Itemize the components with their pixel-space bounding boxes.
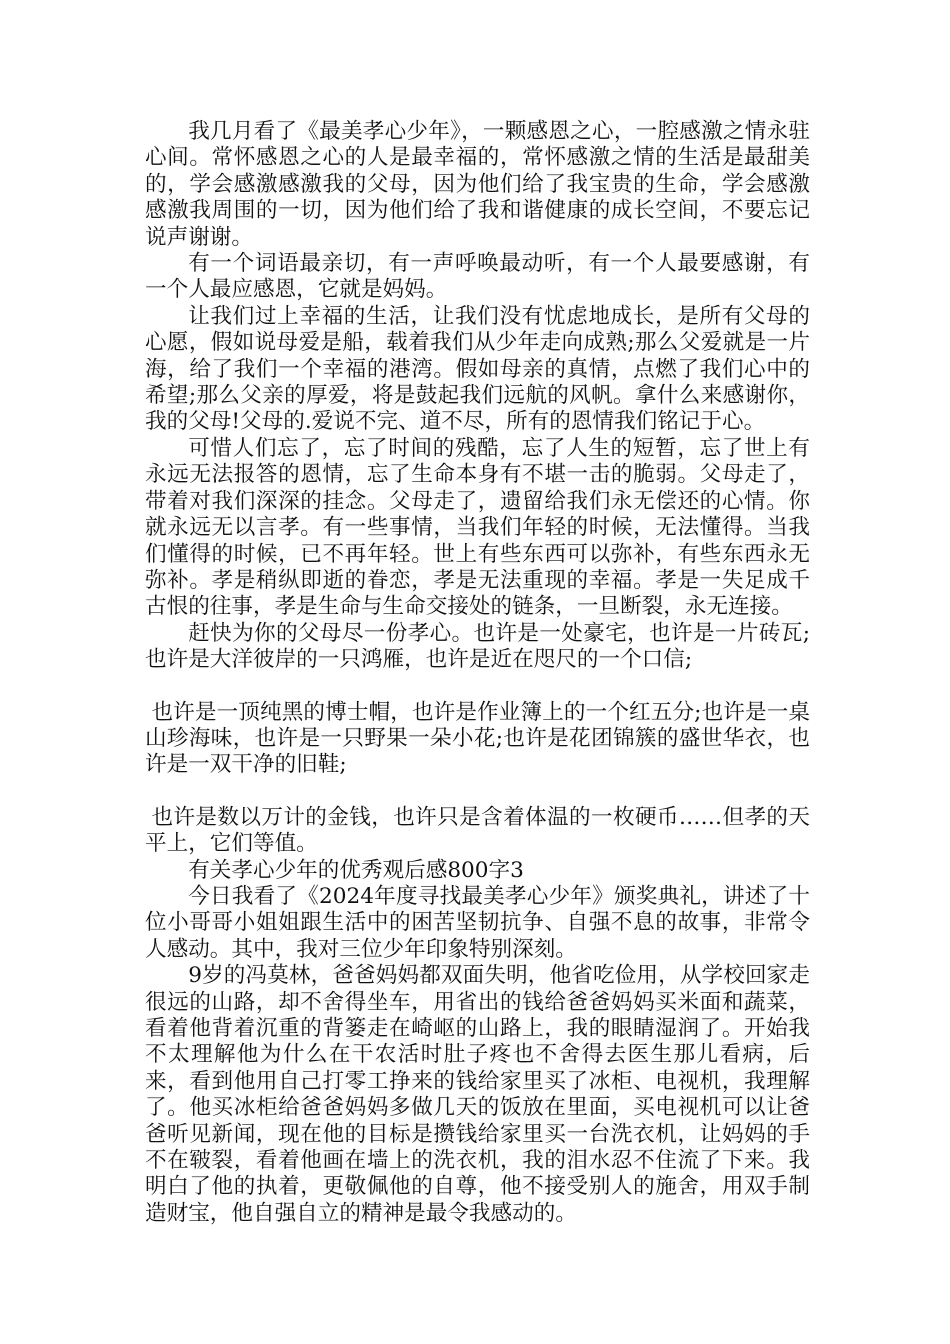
paragraph-7: 也许是数以万计的金钱，也许只是含着体温的一枚硬币……但孝的天平上，它们等值。 <box>145 804 810 857</box>
paragraph-9: 9岁的冯莫林，爸爸妈妈都双面失明，他省吃俭用，从学校回家走很远的山路，却不舍得坐车，用省出的钱给爸爸妈妈买米面和蔬菜，看着他背着沉重的背篓走在崎岖的山路上，我的眼睛湿润了。开始我不太理解他为什么在干农活时肚子疼也不舍得去医生那儿看病，后来，看到他用自己打零工挣来的钱给家里买了冰柜、电视机，我理解了。他买冰柜给爸爸妈妈多做几天的饭放在里面，买电视机可以让爸爸听见新闻，现在他的目标是攒钱给家里买一台洗衣机，让妈妈的手不在皲裂，看着他画在墙上的洗衣机，我的泪水忍不住流了下来。我明白了他的执着，更敬佩他的自尊，他不接受别人的施舍，用双手制造财宝，他自强自立的精神是最令我感动的。 <box>145 963 810 1226</box>
paragraph-3: 让我们过上幸福的生活，让我们没有忧虑地成长，是所有父母的心愿，假如说母爱是船，载着我们从少年走向成熟;那么父爱就是一片海，给了我们一个幸福的港湾。假如母亲的真情，点燃了我们心中的希望;那么父亲的厚爱，将是鼓起我们远航的风帆。拿什么来感谢你，我的父母!父母的.爱说不完、道不尽，所有的恩情我们铭记于心。 <box>145 303 810 435</box>
paragraph-8: 今日我看了《2024年度寻找最美孝心少年》颁奖典礼，讲述了十位小哥哥小姐姐跟生活中的困苦坚韧抗争、自强不息的故事，非常令人感动。其中，我对三位少年印象特别深刻。 <box>145 883 810 962</box>
paragraph-5: 赶快为你的父母尽一份孝心。也许是一处豪宅，也许是一片砖瓦;也许是大洋彼岸的一只鸿雁，也许是近在咫尺的一个口信; <box>145 620 810 673</box>
section-heading: 有关孝心少年的优秀观后感800字3 <box>188 857 524 883</box>
paragraph-1: 我几月看了《最美孝心少年》，一颗感恩之心，一腔感激之情永驻心间。常怀感恩之心的人是最幸福的，常怀感激之情的生活是最甜美的，学会感激感激我的父母，因为他们给了我宝贵的生命，学会感激感激我周围的一切，因为他们给了我和谐健康的成长空间，不要忘记说声谢谢。 <box>145 119 810 250</box>
document-body <box>145 119 810 1227</box>
paragraph-4: 可惜人们忘了，忘了时间的残酷，忘了人生的短暂，忘了世上有永远无法报答的恩情，忘了生命本身有不堪一击的脆弱。父母走了，带着对我们深深的挂念。父母走了，遗留给我们永无偿还的心情。你就永远无以言孝。有一些事情，当我们年轻的时候，无法懂得。当我们懂得的时候，已不再年轻。世上有些东西可以弥补，有些东西永无弥补。孝是稍纵即逝的眷恋，孝是无法重现的幸福。孝是一失足成千古恨的往事，孝是生命与生命交接处的链条，一旦断裂，永无连接。 <box>145 435 810 620</box>
paragraph-2: 有一个词语最亲切，有一声呼唤最动听，有一个人最要感谢，有一个人最应感恩，它就是妈妈。 <box>145 251 810 303</box>
paragraph-6: 也许是一顶纯黑的博士帽，也许是作业簿上的一个红五分;也许是一桌山珍海味，也许是一只野果一朵小花;也许是花团锦簇的盛世华衣，也许是一双干净的旧鞋; <box>145 699 810 778</box>
